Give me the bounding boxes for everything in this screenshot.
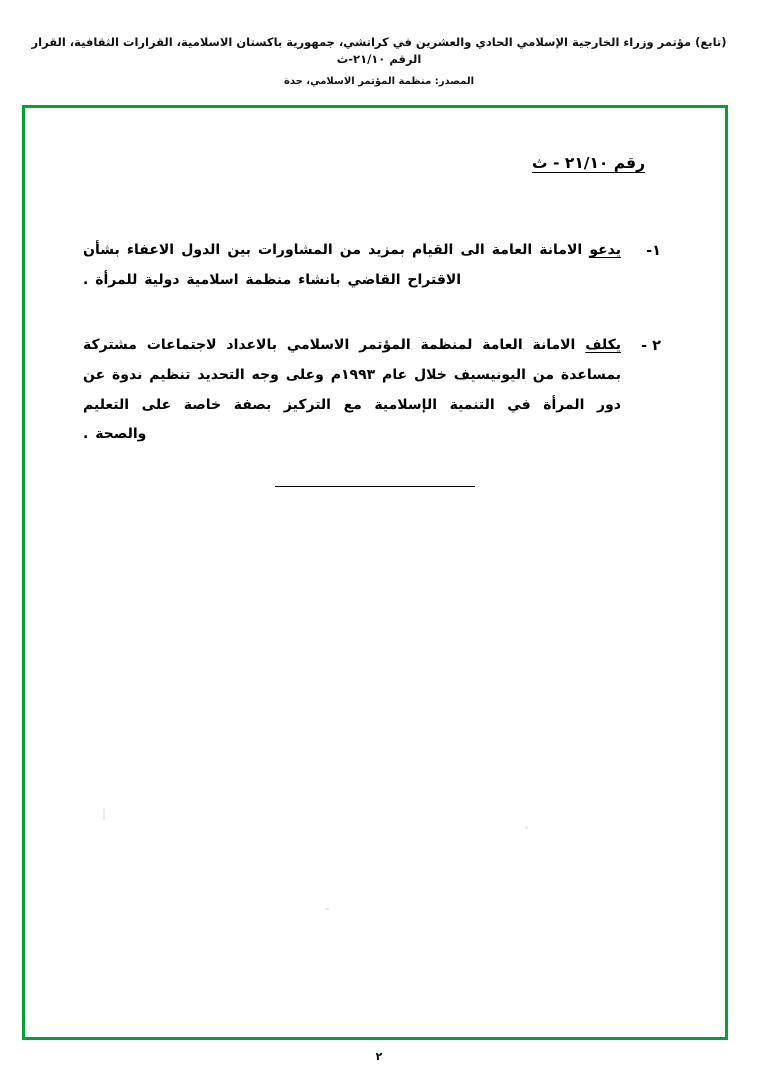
section-divider-wrapper — [71, 486, 679, 487]
clause-list — [71, 236, 679, 450]
document-header — [0, 34, 758, 90]
clause-text — [83, 236, 621, 295]
clause-text — [83, 331, 621, 450]
clause-marker: ١- — [646, 243, 661, 259]
clause-lead-verb: يدعو — [589, 242, 621, 258]
clause-item — [83, 331, 661, 450]
header-title-line: (تابع) مؤتمر وزراء الخارجية الإسلامي الحادي والعشرين في كراتشي، جمهورية باكستان الاسلامية، القرارات الثقافية، القرار الرقم ٢١/١٠-ث — [31, 35, 727, 67]
page-number: ٢ — [375, 1050, 383, 1063]
page-content — [25, 108, 725, 1037]
clause-rest-text: الامانة العامة لمنظمة المؤتمر الاسلامي بالاعداد لاجتماعات مشتركة بمساعدة من اليونيسيف خلال عام ١٩٩٣م وعلى وجه التحديد تنظيم ندوة عن دور المرأة في التنمية الإسلامية مع التركيز بصفة خاصة على التعليم والصحة . — [83, 337, 621, 443]
clause-rest-text: الامانة العامة الى القيام بمزيد من المشاورات بين الدول الاعفاء بشأن الاقتراح القاضي بانشاء منظمة اسلامية دولية للمرأة . — [83, 242, 590, 288]
header-source-line: المصدر: منظمة المؤتمر الاسلامي، جدة — [283, 75, 475, 87]
section-divider — [275, 486, 475, 487]
resolution-number: رقم ٢١/١٠ - ث — [532, 154, 645, 172]
scan-artifact — [325, 908, 329, 910]
clause-item — [83, 236, 661, 295]
clause-marker: ٢ - — [641, 338, 661, 355]
clause-lead-verb: يكلف — [585, 337, 621, 354]
scanned-page-frame — [22, 105, 728, 1040]
scan-artifact — [103, 808, 105, 820]
scan-artifact — [525, 826, 528, 829]
